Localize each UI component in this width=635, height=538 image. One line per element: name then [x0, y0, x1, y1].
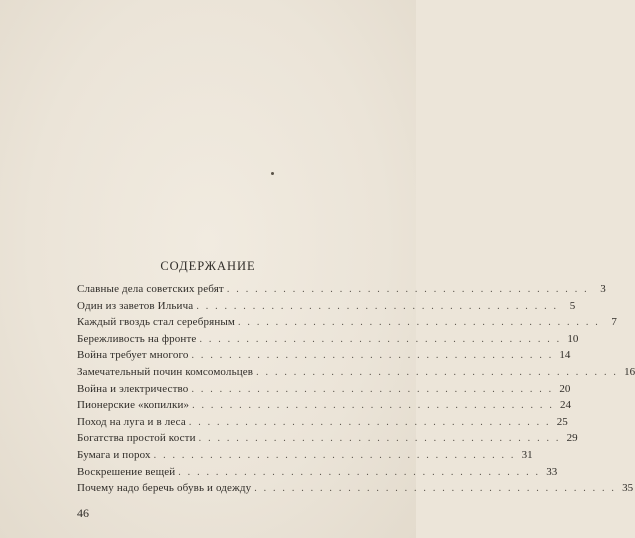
toc-entry-page: 29: [566, 432, 578, 445]
toc-entry: [77, 432, 578, 449]
toc-entry: [77, 365, 635, 383]
toc-entry-title: Поход на луга и в леса: [77, 415, 186, 428]
page-number: 46: [77, 506, 89, 520]
dot-leader: . . . . . . . . . . . . . . . . . . . . . . . . . . . . . . . . . . . . . . .: [153, 449, 516, 461]
dot-leader: . . . . . . . . . . . . . . . . . . . . . . . . . . . . . . . . . . . . . . .: [254, 483, 617, 495]
toc-entry-page: 3: [600, 283, 606, 295]
toc-entry-page: 16: [624, 365, 635, 378]
toc-entry-title: Пионерские «копилки»: [77, 399, 190, 412]
toc-entry-page: 25: [556, 415, 568, 428]
toc-entry-page: 14: [559, 349, 571, 362]
toc-entry-title: Бережливость на фронте: [77, 332, 197, 345]
toc-entry-page: 5: [569, 299, 576, 312]
toc-entry-title: Почему надо беречь обувь и одежду: [77, 482, 252, 495]
toc-entry: [77, 448, 533, 466]
dot-leader: . . . . . . . . . . . . . . . . . . . . . . . . . . . . . . . . . . . . . . .: [188, 416, 551, 428]
dot-leader: . . . . . . . . . . . . . . . . . . . . . . . . . . . . . . . . . . . . . . .: [191, 350, 554, 362]
toc-entry-page: 35: [622, 482, 634, 495]
ink-speck: [271, 172, 274, 175]
toc-entry-title: Бумага и порох: [77, 448, 151, 461]
dot-leader: . . . . . . . . . . . . . . . . . . . . . . . . . . . . . . . . . . . . . . .: [226, 284, 589, 295]
toc-entry: [77, 399, 572, 416]
toc-entry: [77, 482, 634, 499]
toc-entry: [77, 283, 606, 300]
toc-entry-title: Каждый гвоздь стал серебряным: [77, 316, 236, 329]
dot-leader: . . . . . . . . . . . . . . . . . . . . . . . . . . . . . . . . . . . . . . .: [256, 366, 619, 378]
toc-entry: [77, 299, 576, 317]
toc-entry-title: Один из заветов Ильича: [77, 299, 194, 312]
dot-leader: . . . . . . . . . . . . . . . . . . . . . . . . . . . . . . . . . . . . . . .: [191, 383, 554, 395]
dot-leader: . . . . . . . . . . . . . . . . . . . . . . . . . . . . . . . . . . . . . . .: [178, 466, 541, 478]
toc-entry-page: 33: [546, 465, 558, 478]
toc-entry-title: Богатства простой кости: [77, 432, 196, 445]
dot-leader: . . . . . . . . . . . . . . . . . . . . . . . . . . . . . . . . . . . . . . .: [199, 333, 562, 345]
toc-entry: [77, 316, 617, 333]
toc-entry-title: Замечательный почин комсомольцев: [77, 365, 254, 378]
toc-entry-title: Война требует многого: [77, 349, 189, 362]
dot-leader: . . . . . . . . . . . . . . . . . . . . . . . . . . . . . . . . . . . . . . .: [198, 433, 561, 445]
toc-entry-title: Воскрешение вещей: [77, 465, 176, 478]
toc-entry: [77, 349, 571, 366]
dot-leader: . . . . . . . . . . . . . . . . . . . . . . . . . . . . . . . . . . . . . . .: [238, 317, 600, 329]
toc-entry-page: 24: [560, 399, 572, 412]
toc-entry-title: Славные дела советских ребят: [77, 283, 224, 295]
dot-leader: . . . . . . . . . . . . . . . . . . . . . . . . . . . . . . . . . . . . . . .: [192, 400, 555, 412]
toc-title: СОДЕРЖАНИЕ: [160, 259, 256, 273]
toc-entry: [77, 332, 579, 350]
dot-leader: . . . . . . . . . . . . . . . . . . . . . . . . . . . . . . . . . . . . . . .: [196, 300, 559, 312]
toc-entry-page: 31: [521, 448, 533, 461]
toc-entry-title: Война и электричество: [77, 382, 189, 395]
toc-entry-page: 20: [559, 382, 571, 395]
toc-entry: [77, 465, 558, 483]
toc-entry: [77, 415, 568, 433]
toc-entry: [77, 382, 571, 400]
table-of-contents: [77, 283, 635, 499]
toc-entry-page: 7: [611, 316, 617, 329]
toc-entry-page: 10: [567, 332, 579, 345]
